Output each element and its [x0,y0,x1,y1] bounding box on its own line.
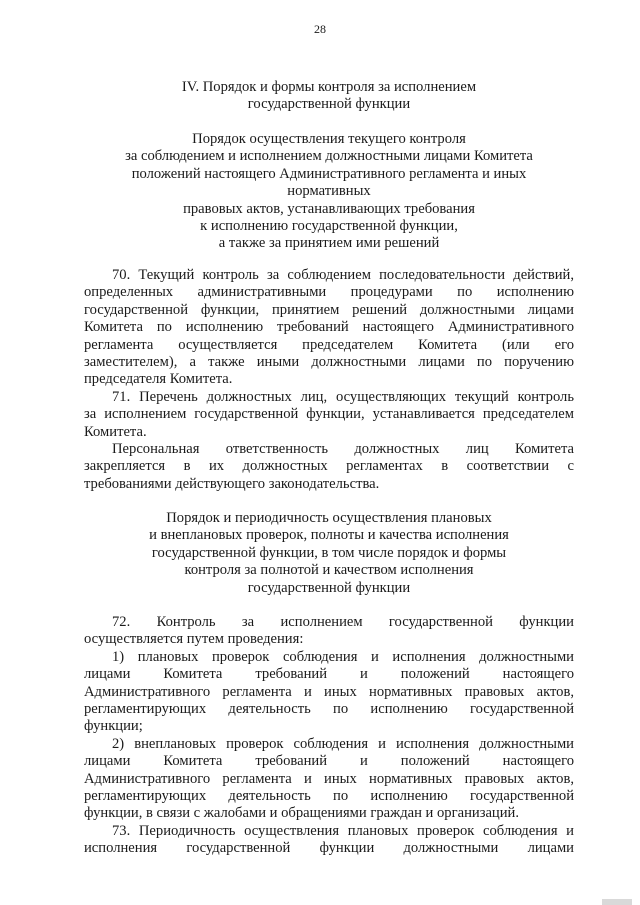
list-item-2-line: Административного регламента и иных нормативных правовых актов, [84,770,574,787]
list-item-2-line: лицами Комитета требований и положений настоящего [84,753,574,770]
paragraph-70-line: государственной функции, принятием решений должностными лицами [84,301,574,318]
subsection-title-line: правовых актов, устанавливающих требования [183,200,475,217]
paragraph-73-line: исполнения государственной функции должностными лицами [84,840,574,857]
subsection-title-line: Порядок и периодичность осуществления плановых [166,510,492,526]
subsection-title-line: государственной функции [247,579,411,596]
list-item-1-line: лицами Комитета требований и положений настоящего [84,666,574,683]
subsection-title-line: государственной функции, в том числе порядок и формы [151,544,507,561]
text-block-current-control [84,267,574,493]
section-title [84,79,574,114]
paragraph-70-line: регламента осуществляется председателем Комитета (или его [84,336,574,353]
paragraph-70-line: председателя Комитета. [84,371,233,388]
subsection-title-line: а также за принятием ими решений [218,235,440,252]
paragraph-72-line: 72. Контроль за исполнением государственной функции [112,614,574,630]
list-item-2-line: функции, в связи с жалобами и обращениями граждан и организаций. [84,805,520,822]
subsection-title-line: положений настоящего Административного регламента и иных [131,165,527,182]
paragraph-70-line: заместителем), а также иными должностными лицами по поручению [84,353,574,370]
section-title-line: IV. Порядок и формы контроля за исполнением [181,79,477,95]
list-item-2-line: 2) внеплановых проверок соблюдения и исполнения должностными [112,735,574,752]
subsection-title-current-control [84,131,574,253]
section-title-line: государственной функции [247,96,411,113]
paragraph-71-line: 71. Перечень должностных лиц, осуществляющих текущий контроль [112,388,574,405]
text-block-inspections [84,614,574,857]
paragraph-73-line: 73. Периодичность осуществления плановых проверок соблюдения и [112,822,574,839]
list-item-1-line: Административного регламента и иных нормативных правовых актов, [84,683,574,700]
paragraph-70-line: определенных административными процедурами по исполнению [84,284,574,301]
page-number: 28 [314,22,326,36]
paragraph-responsibility-line: требованиями действующего законодательства. [84,475,380,492]
paragraph-72-line: осуществляется путем проведения: [84,631,304,648]
list-item-1-line: функции; [84,718,143,735]
paragraph-70-line: 70. Текущий контроль за соблюдением последовательности действий, [112,267,574,283]
subsection-title-line: к исполнению государственной функции, [200,218,458,235]
scan-edge-mark [602,899,632,905]
subsection-title-line: нормативных [287,183,371,200]
subsection-title-inspections [84,510,574,597]
list-item-1-line: 1) плановых проверок соблюдения и исполнения должностными [112,648,574,665]
subsection-title-line: за соблюдением и исполнением должностными лицами Комитета [125,148,533,165]
paragraph-70-line: Комитета по исполнению требований настоящего Административного [84,319,574,336]
list-item-2-line: регламентирующих деятельность по исполнению государственной [84,787,574,804]
list-item-1-line: регламентирующих деятельность по исполнению государственной [84,700,574,717]
subsection-title-line: Порядок осуществления текущего контроля [192,131,466,147]
paragraph-71-line: Комитета. [84,423,147,440]
subsection-title-line: контроля за полнотой и качеством исполнения [184,562,474,579]
subsection-title-line: и внеплановых проверок, полноты и качества исполнения [149,527,509,544]
paragraph-responsibility-line: закрепляется в их должностных регламентах в соответствии с [84,458,574,475]
paragraph-71-line: за исполнением государственной функции, устанавливается председателем [84,406,574,423]
paragraph-responsibility-line: Персональная ответственность должностных лиц Комитета [112,440,574,457]
